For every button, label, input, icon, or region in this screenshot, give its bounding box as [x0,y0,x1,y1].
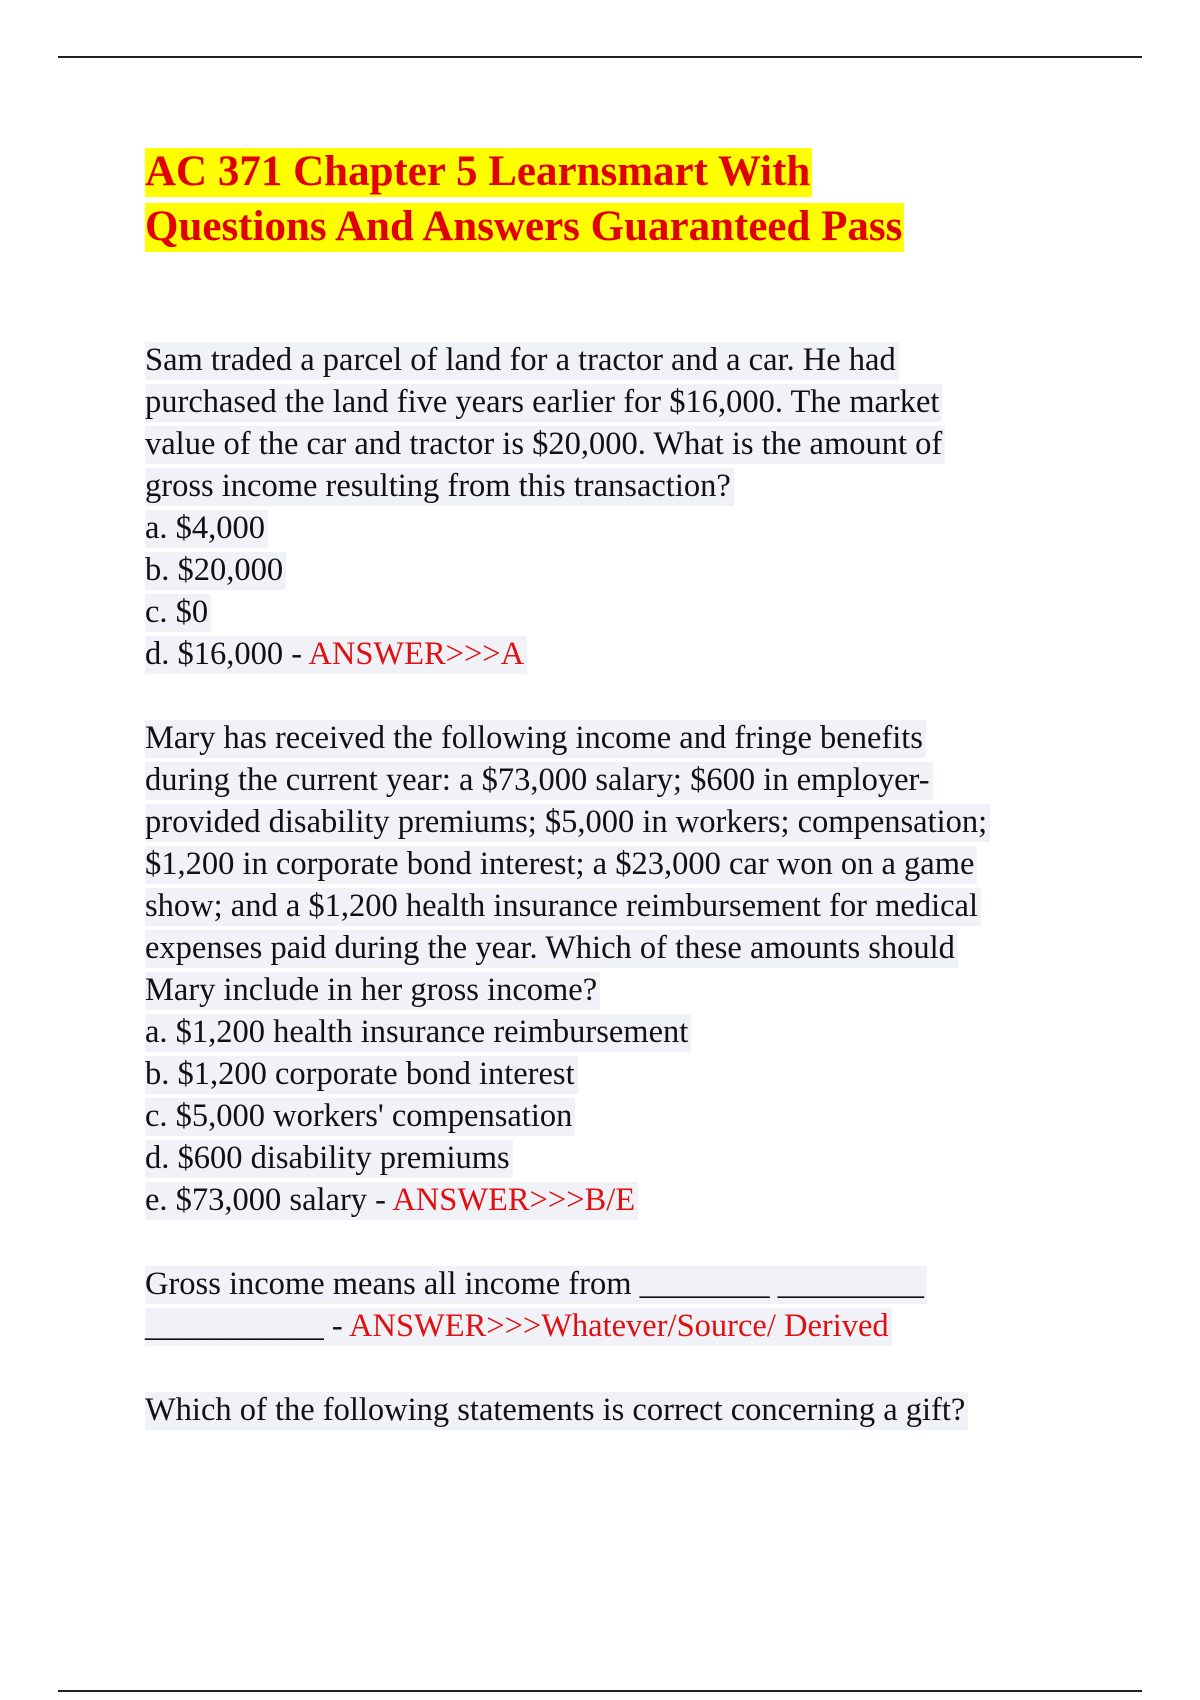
answer-option: b. $1,200 corporate bond interest [145,1056,578,1094]
question-text-line: gross income resulting from this transaction? [145,468,734,506]
answer-key: ANSWER>>>B/E [392,1182,636,1218]
answer-option: c. $0 [145,594,211,632]
question-text-line: Sam traded a parcel of land for a tractor and a car. He had [145,342,899,380]
answer-option: d. $600 disability premiums [145,1140,513,1178]
question-text-line: Gross income means all income from ________ _________ [145,1266,927,1304]
question-text-line: Mary has received the following income and fringe benefits [145,720,926,758]
top-rule [58,56,1142,58]
answer-option: d. $16,000 - [145,636,309,672]
question-text-line: $1,200 in corporate bond interest; a $23,000 car won on a game [145,846,977,884]
bottom-rule [58,1690,1142,1692]
question-text-line: Which of the following statements is correct concerning a gift? [145,1392,968,1430]
answer-option: b. $20,000 [145,552,286,590]
answer-option: c. $5,000 workers' compensation [145,1098,575,1136]
document-title [145,144,1105,254]
question-block [145,717,1105,1221]
question-block [145,339,1105,675]
title-line-2: Questions And Answers Guaranteed Pass [145,203,903,250]
question-text-line: value of the car and tractor is $20,000. What is the amount of [145,426,945,464]
question-text-line: show; and a $1,200 health insurance reimbursement for medical [145,888,981,926]
question-text-line: ___________ - [145,1308,350,1344]
answer-key: ANSWER>>>Whatever/Source/ Derived [349,1308,889,1344]
answer-key: ANSWER>>>A [308,636,525,672]
question-text-line: expenses paid during the year. Which of these amounts should [145,930,958,968]
question-block [145,1263,1105,1347]
question-text-line: Mary include in her gross income? [145,972,600,1010]
answer-option: a. $1,200 health insurance reimbursement [145,1014,691,1052]
question-text-line: purchased the land five years earlier for $16,000. The market [145,384,942,422]
question-text-line: during the current year: a $73,000 salary; $600 in employer- [145,762,933,800]
answer-option: a. $4,000 [145,510,268,548]
question-text-line: provided disability premiums; $5,000 in workers; compensation; [145,804,990,842]
title-line-1: AC 371 Chapter 5 Learnsmart With [145,148,811,195]
document-body [145,144,1105,1431]
answer-option: e. $73,000 salary - [145,1182,393,1218]
question-block [145,1389,1105,1431]
